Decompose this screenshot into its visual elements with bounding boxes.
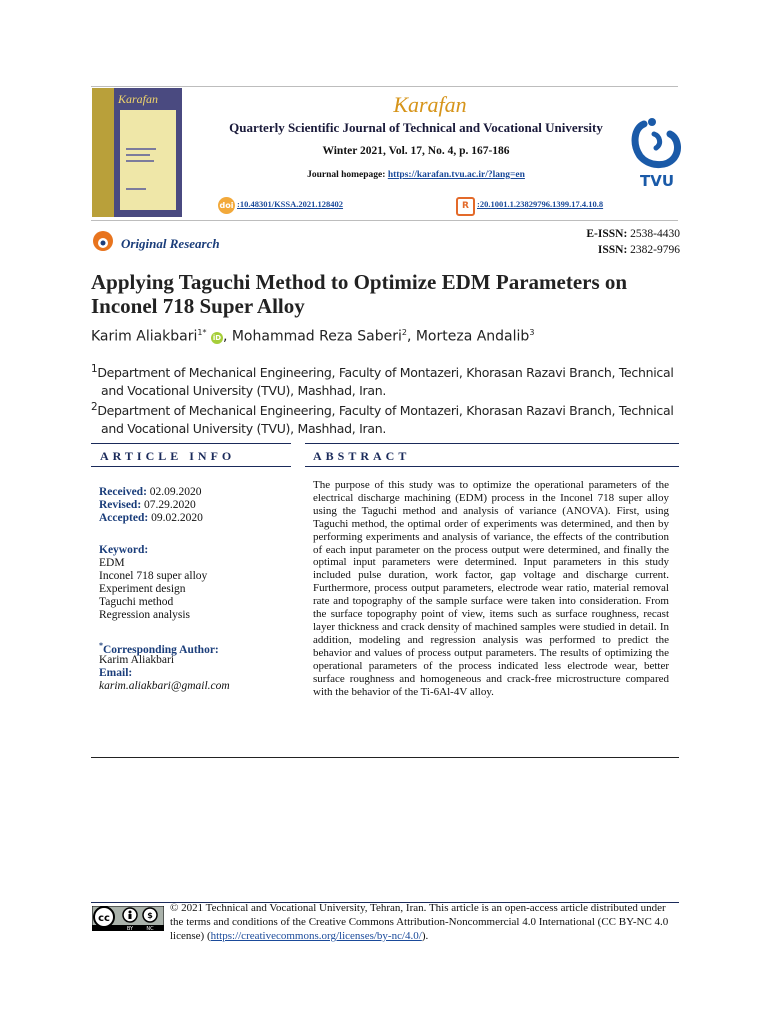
article-info-heading: ARTICLE INFO	[100, 449, 236, 463]
doi-link[interactable]: :10.48301/KSSA.2021.128402	[237, 199, 344, 209]
affiliation-1	[91, 360, 681, 400]
cover-title: Karafan	[118, 92, 159, 106]
cc-badge-nc-text: NC	[146, 926, 154, 931]
accepted-value: 09.02.2020	[151, 512, 203, 524]
journal-cover-image	[92, 88, 182, 217]
eissn-value: 2538-4430	[630, 228, 680, 240]
journal-homepage	[186, 170, 646, 180]
affiliation-1-sup: 1	[91, 363, 98, 375]
keyword-item: Inconel 718 super alloy	[99, 570, 208, 582]
keyword-list	[99, 557, 207, 622]
issn-value: 2382-9796	[630, 244, 680, 256]
author-2: , Mohammad Reza Saberi	[222, 328, 402, 345]
keyword-item: Experiment design	[99, 583, 186, 595]
journal-full-name: Quarterly Scientific Journal of Technical and Vocational University	[229, 120, 603, 135]
eissn	[500, 228, 680, 240]
cc-by-nc-badge-icon[interactable]	[92, 906, 164, 931]
email-label: Email:	[99, 667, 133, 679]
author-1-sup: 1*	[197, 328, 207, 337]
received-date	[99, 486, 202, 499]
affiliation-1-line1: Department of Mechanical Engineering, Faculty of Montazeri, Khorasan Razavi Branch, Technical	[97, 365, 674, 381]
svg-text:$: $	[147, 911, 153, 920]
accepted-label: Accepted:	[99, 512, 149, 524]
received-label: Received:	[99, 486, 147, 498]
author-2-sup: 2	[401, 328, 407, 337]
keyword-item: Taguchi method	[99, 596, 174, 608]
dor-link[interactable]: :20.1001.1.23829796.1399.17.4.10.8	[477, 199, 604, 209]
license-text-end: ).	[421, 930, 429, 942]
homepage-link[interactable]: https://karafan.tvu.ac.ir/?lang=en	[387, 170, 525, 180]
abstract-rule-top	[305, 443, 679, 444]
article-info-rule-top	[91, 443, 291, 444]
corresponding-author-name: Karim Aliakbari	[99, 654, 175, 666]
affiliation-1-line2: and Vocational University (TVU), Mashhad, Iran.	[101, 383, 386, 399]
doi-icon: doi	[218, 197, 235, 214]
author-3: , Morteza Andalib	[406, 328, 530, 345]
license-notice	[170, 901, 670, 943]
issue-info: Winter 2021, Vol. 17, No. 4, p. 167-186	[322, 145, 510, 157]
author-1: Karim Aliakbari	[91, 328, 198, 345]
revised-value: 07.29.2020	[144, 499, 196, 511]
homepage-label: Journal homepage:	[307, 170, 386, 180]
affiliation-2	[91, 398, 681, 438]
revised-date	[99, 499, 196, 512]
issn	[500, 244, 680, 256]
license-link[interactable]: https://creativecommons.org/licenses/by-nc/4.0/	[210, 930, 422, 942]
author-list	[91, 328, 681, 345]
issn-label: ISSN:	[597, 244, 628, 256]
paper-title: Applying Taguchi Method to Optimize EDM Parameters on Inconel 718 Super Alloy	[91, 270, 628, 318]
corresponding-label: Corresponding Author:	[103, 643, 219, 656]
affiliation-2-line2: and Vocational University (TVU), Mashhad, Iran.	[101, 421, 386, 437]
affiliation-2-line1: Department of Mechanical Engineering, Faculty of Montazeri, Khorasan Razavi Branch, Technical	[97, 403, 674, 419]
keyword-item: EDM	[99, 557, 125, 569]
section-bottom-rule	[91, 757, 679, 758]
article-info-rule-bottom	[91, 466, 291, 467]
orcid-icon[interactable]: iD	[212, 333, 222, 342]
original-research-icon	[92, 230, 114, 252]
keyword-item: Regression analysis	[99, 609, 191, 621]
abstract-rule-bottom	[305, 466, 679, 467]
abstract-text: The purpose of this study was to optimize the operational parameters of the electrical discharge machining (EDM) process in the Inconel 718 super alloy using the Taguchi method and analysis of variance (ANOVA). First, using Taguchi method, the optimal order of experiments was determined, and then by performing experiments and analysis of variance, the effects of the contribution of each input parameter on the process output were determined, and finally the optimal input parameters were determined. Input parameters in this study included pulse duration, work factor, gap voltage and discharge current. Furthermore, process output parameters, electrode wear ratio, material removal rate and topography of the sample surface were taken into consideration. From the surface topography point of view, items such as surface roughness, recast layer thickness and crack density of machined samples were studied in detail. In addition, modeling and regression analysis was performed to predict the behavior and values of process output parameters. The results of optimizing the operational parameters of the process indicated less electrode wear, better surface roughness and homogeneous and crack-free microstructure compared with the behavior of the Ti-6Al-4V alloy.	[313, 479, 669, 698]
email-link[interactable]: karim.aliakbari@gmail.com	[99, 680, 230, 692]
dor-icon: R	[456, 197, 475, 216]
affiliation-2-sup: 2	[91, 401, 98, 413]
corresponding-mark: *	[99, 641, 103, 650]
keyword-heading: Keyword:	[99, 544, 149, 556]
license-text: © 2021 Technical and Vocational University, Tehran, Iran. This article is an open-access article distributed under the terms and conditions of the Creative Commons Attribution-Noncommercial 4.0 International (CC BY-NC 4.0 license) (	[170, 902, 669, 942]
journal-name: Karafan	[393, 92, 467, 117]
tvu-logo-text: TVU	[640, 172, 675, 190]
received-value: 02.09.2020	[149, 486, 202, 498]
abstract-heading: ABSTRACT	[313, 449, 411, 463]
cc-badge-cc-text: cc	[98, 913, 110, 924]
revised-label: Revised:	[99, 499, 142, 511]
cc-badge-by-text: BY	[126, 926, 134, 931]
author-3-sup: 3	[529, 328, 535, 337]
eissn-label: E-ISSN:	[586, 228, 628, 240]
accepted-date	[99, 512, 203, 525]
article-category: Original Research	[121, 236, 220, 251]
